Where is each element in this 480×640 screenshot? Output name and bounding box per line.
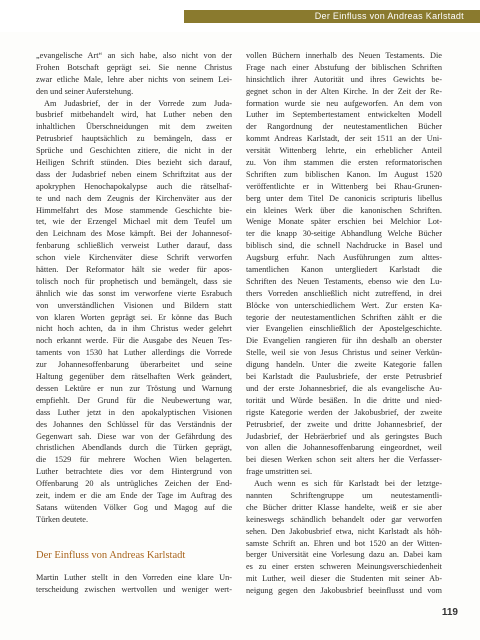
text-line: veröffentlichte er in Wittenberg bei Rhau-Grunen- bbox=[246, 181, 442, 191]
text-line: mit Luther, weil dieser die Studenten mit seiner Ab- bbox=[246, 574, 442, 584]
text-line: gegnet schon in der Alten Kirche. In der Zeit der Re- bbox=[246, 86, 442, 96]
text-line: neigung gegen den Jakobusbrief beeinflusst und vom bbox=[246, 586, 442, 596]
text-line: Sprüche und Geschichten zitiere, die nicht in der bbox=[36, 146, 232, 156]
text-line: von unverständlichen Visionen und Bildern statt bbox=[36, 300, 232, 310]
text-line: biblisch sind, die schnell Nachdrucke in Basel und bbox=[246, 241, 442, 251]
text-line: apokryphen Henochapokalypse auch die rätselhaf- bbox=[36, 181, 232, 191]
text-line: dessen Lektüre er nun zur Tröstung und Warnung bbox=[36, 383, 232, 393]
text-line: den Leichnam des Mose kämpft. Bei der Johannesof- bbox=[36, 229, 232, 239]
text-line: sehen. Den Jakobusbrief etwa, nicht Karlstadt als höh- bbox=[246, 526, 442, 536]
text-line: hinsichtlich ihrer Autorität und ihres Gewichts be- bbox=[246, 74, 442, 84]
text-line: Frohen Botschaft geprägt sei. Sie nenne Christus bbox=[36, 62, 232, 72]
text-line: fenbarung schließlich verweist Luther darauf, dass bbox=[36, 241, 232, 251]
text-line: vier Evangelien einschließlich der Apostelgeschichte. bbox=[246, 324, 442, 334]
text-line: che Bücher dritter Klasse handelte, weiß er sie aber bbox=[246, 502, 442, 512]
text-line: vollen Büchern innerhalb des Neuen Testaments. Die bbox=[246, 51, 442, 60]
text-line: Petrusbrief hauptsächlich zu bemängeln, dass er bbox=[36, 134, 232, 144]
text-line: Offenbarung 20 als untrügliches Zeichen der End- bbox=[36, 479, 232, 489]
text-line: torität und Würde besäßen. In die dritte und nied- bbox=[246, 395, 442, 405]
text-line: die 1529 für mehrere Wochen Wien belagerten. bbox=[36, 455, 232, 465]
text-line: zu. Von ihm stammen die ersten reformatorischen bbox=[246, 158, 442, 168]
text-line: te und nach dem Zeugnis der Kirchenväter aus der bbox=[36, 193, 232, 203]
text-line: busbrief mitbehandelt wird, hat Luther neben den bbox=[36, 110, 232, 120]
text-line: Luther im Septembertestament entwickelten Modell bbox=[246, 110, 442, 120]
text-line: Wenige Monate später erschien bei Melchior Lot- bbox=[246, 217, 442, 227]
text-line: taments von 1530 hat Luther allerdings die Vorrede bbox=[36, 348, 232, 358]
text-line: bei diesen Werken schon seit alters her die Verfasser- bbox=[246, 455, 442, 465]
text-line: von allen die Johannesoffenbarung eingeordnet, weil bbox=[246, 443, 442, 453]
text-line: von klaren Worten geprägt sei. Er könne das Buch bbox=[36, 312, 232, 322]
section-spacer bbox=[36, 526, 232, 546]
text-line: Judasbrief, der Hebräerbrief und als geringstes Buch bbox=[246, 431, 442, 441]
text-line: kommt Andreas Karlstadt, der seit 1511 an der Uni- bbox=[246, 134, 442, 144]
text-line: thers Vorreden anschließlich nicht zutreffend, in drei bbox=[246, 288, 442, 298]
text-line: zur Johannesoffenbarung überarbeitet und seine bbox=[36, 360, 232, 370]
text-line: noch erkannt werde. Für die Ausgabe des Neuen Tes- bbox=[36, 336, 232, 346]
text-line: Heiligen Schrift stünden. Dies bezieht sich darauf, bbox=[36, 158, 232, 168]
text-line: versität Wittenberg lehrte, ein erheblicher Anteil bbox=[246, 146, 442, 156]
text-line: berg unter dem Titel De canonicis scripturis libellus bbox=[246, 193, 442, 203]
left-column bbox=[36, 50, 232, 595]
text-line: formation wurde sie neu aufgeworfen. An dem von bbox=[246, 98, 442, 108]
text-line: Himmelfahrt des Mose stammende Geschichte bie- bbox=[36, 205, 232, 215]
text-line: Frage nach einer Abstufung der biblischen Schriften bbox=[246, 62, 442, 72]
text-line: Schriften des Neuen Testaments, ebenso wie den Lu- bbox=[246, 276, 442, 286]
text-line: Martin Luther stellt in den Vorreden eine klare Un- bbox=[36, 572, 232, 582]
text-line: tamentlichen Kanon untergliedert Karlstadt die bbox=[246, 265, 442, 275]
left-column-section-body bbox=[36, 572, 232, 596]
running-header-title: Der Einfluss von Andreas Karlstadt bbox=[314, 11, 464, 21]
text-line: ein kleines Werk über die kanonischen Schriften. bbox=[246, 205, 442, 215]
text-line: der Rangordnung der neutestamentlichen Bücher bbox=[246, 122, 442, 132]
text-line: dass Luther jetzt in den apokalyptischen Visionen bbox=[36, 407, 232, 417]
text-line: nannten Schriftengruppe um neutestamentli- bbox=[246, 490, 442, 500]
text-line: Augsburg erfuhr. Nach Ausführungen zum alttes- bbox=[246, 253, 442, 263]
text-line: Schriften zum biblischen Kanon. Im August 1520 bbox=[246, 169, 442, 179]
text-line: tet, wie der Erzengel Michael mit dem Teufel um bbox=[36, 217, 232, 227]
running-header bbox=[0, 0, 480, 32]
text-line: schon viele Kirchenväter diese Schrift verworfen bbox=[36, 253, 232, 263]
text-line: Luther betrachtete dies vor dem Hintergrund von bbox=[36, 467, 232, 477]
right-column bbox=[246, 50, 442, 597]
text-line: „evangelische Art“ an sich habe, also nicht von der bbox=[36, 51, 232, 60]
page-number: 119 bbox=[441, 607, 458, 618]
text-line: ter die knapp 30-seitige Abhandlung Welche Bücher bbox=[246, 229, 442, 239]
text-line: rigste Kategorie werden der Jakobusbrief, der zweite bbox=[246, 407, 442, 417]
text-line: nicht hoch achten, da in ihm Christus weder gelehrt bbox=[36, 324, 232, 334]
text-line: Die Evangelien rangieren für ihn deshalb an oberster bbox=[246, 336, 442, 346]
text-line: Petrusbrief, der zweite und dritte Johannesbrief, der bbox=[246, 419, 442, 429]
text-line: dass der Judasbrief neben einem Schriftzitat aus der bbox=[36, 169, 232, 179]
text-line: Am Judasbrief, der in der Vorrede zum Juda- bbox=[44, 98, 232, 108]
text-line: Haltung gegenüber dem rätselhaften Werk geändert, bbox=[36, 372, 232, 382]
text-line: Gegenwart sah. Diese war von der Gefährdung des bbox=[36, 431, 232, 441]
text-line: frage umstritten sei. bbox=[246, 467, 313, 477]
text-line: bei Karlstadt die Paulusbriefe, der erste Petrusbrief bbox=[246, 372, 442, 382]
text-line: zeit, indem er die am Ende der Tage im Auftrag des bbox=[36, 490, 232, 500]
text-line: ähnlich wie das sonst im verworfene vierte Esrabuch bbox=[36, 288, 232, 298]
text-line: berger Universität eine Vorlesung dazu an. Dabei kam bbox=[246, 550, 442, 560]
text-line: tegorie der neutestamentlichen Schriften zählt er die bbox=[246, 312, 442, 322]
text-line: Türken deutete. bbox=[36, 514, 89, 524]
text-line: Stelle, weil sie von Jesus Christus und seiner Verkün- bbox=[246, 348, 442, 358]
text-line: des Johannes den Schlüssel für das Verständnis der bbox=[36, 419, 232, 429]
text-line: samste Schrift an. Ehren und bot 1520 an der Witten- bbox=[246, 538, 442, 548]
text-line: christlichen Abendlands durch die Türken geprägt, bbox=[36, 443, 232, 453]
text-line: keineswegs schändlich behandelt oder gar verworfen bbox=[246, 514, 442, 524]
text-line: Blöcke von unterschiedlichem Wert. Zur ersten Ka- bbox=[246, 300, 442, 310]
text-line: digung handeln. Unter die zweite Kategorie fallen bbox=[246, 360, 442, 370]
right-column-body bbox=[246, 50, 442, 597]
text-line: den und seiner Auferstehung. bbox=[36, 86, 134, 96]
text-line: hätten. Der Reformator hält sie weder für apos- bbox=[36, 265, 232, 275]
text-line: Satans wütenden Völker Gog und Magog auf die bbox=[36, 502, 232, 512]
text-line: zwar etliche Male, lehre aber nichts von seinem Lei- bbox=[36, 74, 232, 84]
text-line: terscheidung zwischen wertvollen und weniger wert- bbox=[36, 584, 232, 594]
text-line: es zu einer ersten schweren Meinungsverschiedenheit bbox=[246, 562, 442, 572]
text-line: empfiehlt. Der Grund für die Neubewertung war, bbox=[36, 395, 232, 405]
text-line: tolisch noch für prophetisch und bemängelt, dass sie bbox=[36, 276, 232, 286]
text-line: Auch wenn es sich für Karlstadt bei der letztge- bbox=[254, 479, 442, 489]
section-heading: Der Einfluss von Andreas Karlstadt bbox=[36, 549, 186, 561]
text-line: und der erste Johannesbrief, die als evangelische Au- bbox=[246, 383, 442, 393]
left-column-body bbox=[36, 50, 232, 526]
text-line: inhaltlichen Überschneidungen mit dem zweiten bbox=[36, 122, 232, 132]
